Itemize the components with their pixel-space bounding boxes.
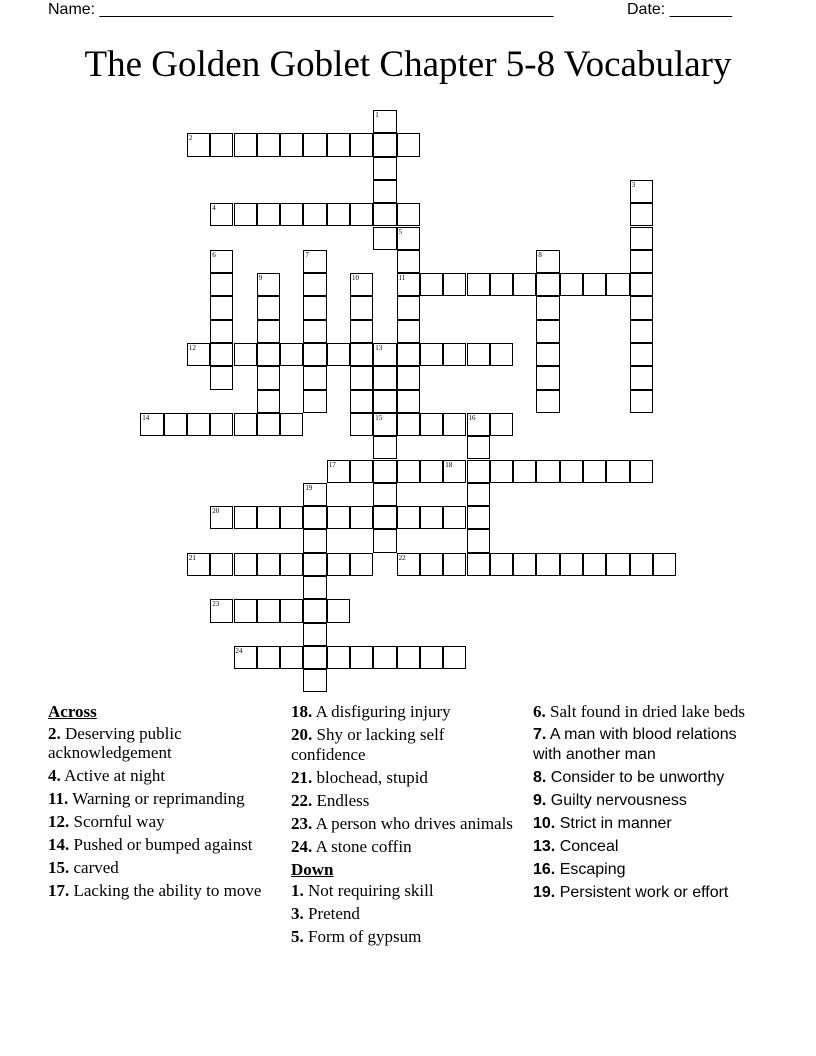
grid-cell[interactable] [257,553,280,576]
clue-item-text: Escaping [559,860,626,878]
grid-cell[interactable] [513,460,536,483]
clue-item [291,768,521,788]
grid-cell[interactable] [187,553,210,576]
grid-cell[interactable] [373,110,396,133]
grid-cell[interactable] [234,133,257,156]
grid-cell[interactable] [257,320,280,343]
grid-cell[interactable] [373,390,396,413]
grid-cell[interactable] [373,413,396,436]
clue-number: 8 [538,250,542,259]
grid-cell[interactable] [467,460,490,483]
grid-cell[interactable] [234,599,257,622]
clue-column-2 [291,702,521,950]
clue-item [48,789,278,809]
clue-number: 14 [142,413,150,422]
grid-cell[interactable] [373,203,396,226]
clue-item [533,837,763,857]
grid-cell[interactable] [373,366,396,389]
grid-cell[interactable] [397,413,420,436]
grid-cell[interactable] [560,460,583,483]
grid-cell[interactable] [280,599,303,622]
grid-cell[interactable] [350,646,373,669]
clue-item-number: 21. [291,767,313,787]
clue-number: 6 [212,250,216,259]
grid-cell[interactable] [350,343,373,366]
grid-cell[interactable] [467,436,490,459]
clue-item [48,835,278,855]
grid-cell[interactable] [467,483,490,506]
grid-cell[interactable] [420,506,443,529]
clue-item-text: Persistent work or effort [559,883,729,901]
grid-cell[interactable] [257,599,280,622]
clue-number: 11 [398,274,406,283]
clue-item-text: A stone coffin [315,836,412,856]
clue-item [533,725,763,764]
grid-cell[interactable] [350,366,373,389]
grid-cell[interactable] [303,203,326,226]
grid-cell[interactable] [234,553,257,576]
grid-cell[interactable] [187,133,210,156]
clue-item [48,724,278,763]
clue-number: 21 [188,553,196,562]
grid-cell[interactable] [303,623,326,646]
clue-item [533,814,763,834]
grid-cell[interactable] [606,460,629,483]
grid-cell[interactable] [350,390,373,413]
grid-cell[interactable] [397,250,420,273]
grid-cell[interactable] [210,320,233,343]
grid-cell[interactable] [490,460,513,483]
grid-cell[interactable] [187,343,210,366]
grid-cell[interactable] [280,506,303,529]
grid-cell[interactable] [303,250,326,273]
clue-number: 20 [212,507,220,516]
clue-item-number: 4. [48,766,61,785]
grid-cell[interactable] [327,460,350,483]
clue-item-text: Strict in manner [559,814,672,832]
clue-item [291,881,521,901]
clue-item-text: Warning or reprimanding [72,789,245,808]
name-label: Name: [48,1,100,18]
grid-cell[interactable] [420,273,443,296]
grid-cell[interactable] [280,646,303,669]
grid-cell[interactable] [560,273,583,296]
grid-cell[interactable] [234,413,257,436]
grid-cell[interactable] [467,343,490,366]
grid-cell[interactable] [140,413,163,436]
grid-cell[interactable] [303,273,326,296]
grid-cell[interactable] [350,296,373,319]
across-heading: Across [48,702,97,721]
clue-item [291,837,521,857]
clue-item [533,860,763,880]
clue-item-number: 22. [291,790,313,810]
grid-cell[interactable] [210,296,233,319]
grid-cell[interactable] [630,227,653,250]
grid-cell[interactable] [420,460,443,483]
grid-cell[interactable] [467,506,490,529]
grid-cell[interactable] [164,413,187,436]
clue-item-text: Not requiring skill [308,881,434,900]
clue-item-text: Pretend [308,904,360,923]
clue-item-text: Shy or lacking self confidence [291,725,445,764]
clue-item [291,702,521,722]
grid-cell[interactable] [397,366,420,389]
clue-item [48,881,278,901]
grid-cell[interactable] [257,133,280,156]
grid-cell[interactable] [210,273,233,296]
clue-number: 12 [188,344,196,352]
clue-item-number: 6. [533,702,546,721]
grid-cell[interactable] [280,343,303,366]
grid-cell[interactable] [513,553,536,576]
grid-cell[interactable] [303,646,326,669]
grid-cell[interactable] [443,460,466,483]
clue-number: 18 [445,460,453,469]
clue-column-3 [533,702,763,906]
grid-cell[interactable] [536,320,559,343]
grid-cell[interactable] [373,436,396,459]
grid-cell[interactable] [257,413,280,436]
grid-cell[interactable] [397,320,420,343]
grid-cell[interactable] [303,599,326,622]
grid-cell[interactable] [420,646,443,669]
grid-cell[interactable] [630,366,653,389]
clue-item-number: 17. [48,881,70,900]
grid-cell[interactable] [630,296,653,319]
grid-cell[interactable] [327,553,350,576]
clue-item [533,768,763,788]
grid-cell[interactable] [210,413,233,436]
clue-item-number: 1. [291,881,304,900]
clue-item-number: 13. [533,837,556,855]
grid-cell[interactable] [327,506,350,529]
grid-cell[interactable] [536,390,559,413]
grid-cell[interactable] [210,553,233,576]
clue-item-text: Conceal [559,837,619,855]
grid-cell[interactable] [630,180,653,203]
grid-cell[interactable] [630,553,653,576]
grid-cell[interactable] [303,669,326,692]
clue-item-text: blochead, stupid [316,767,428,787]
grid-cell[interactable] [257,273,280,296]
grid-cell[interactable] [490,343,513,366]
grid-cell[interactable] [187,413,210,436]
clue-number: 4 [212,204,216,213]
grid-cell[interactable] [606,553,629,576]
clue-item [291,725,521,764]
grid-cell[interactable] [536,366,559,389]
grid-cell[interactable] [210,250,233,273]
clue-item-text: Consider to be unworthy [550,768,725,786]
grid-cell[interactable] [630,320,653,343]
grid-cell[interactable] [327,343,350,366]
grid-cell[interactable] [373,646,396,669]
clue-item-text: Pushed or bumped against [73,835,253,854]
clue-item-number: 14. [48,835,70,854]
clue-number: 24 [235,646,243,655]
grid-cell[interactable] [560,553,583,576]
grid-cell[interactable] [303,366,326,389]
clue-item [533,791,763,811]
grid-cell[interactable] [397,646,420,669]
grid-cell[interactable] [630,273,653,296]
grid-cell[interactable] [257,506,280,529]
grid-cell[interactable] [303,576,326,599]
clue-item-text: Active at night [64,766,166,785]
grid-cell[interactable] [303,343,326,366]
grid-cell[interactable] [280,203,303,226]
grid-cell[interactable] [443,413,466,436]
clue-item-number: 5. [291,927,304,946]
clue-item [291,814,521,834]
grid-cell[interactable] [350,133,373,156]
grid-cell[interactable] [467,553,490,576]
grid-cell[interactable] [350,553,373,576]
clue-item-number: 18. [291,702,313,721]
grid-cell[interactable] [327,646,350,669]
grid-cell[interactable] [630,203,653,226]
grid-cell[interactable] [653,553,676,576]
grid-cell[interactable] [303,483,326,506]
clue-item-number: 3. [291,904,304,923]
clue-item-number: 20. [291,725,313,744]
grid-cell[interactable] [327,203,350,226]
grid-cell[interactable] [373,460,396,483]
grid-cell[interactable] [420,553,443,576]
clue-item-text: Endless [316,790,370,810]
grid-cell[interactable] [257,203,280,226]
grid-cell[interactable] [257,390,280,413]
clue-item-number: 10. [533,814,556,832]
grid-cell[interactable] [536,553,559,576]
clue-item-number: 24. [291,836,313,856]
grid-cell[interactable] [467,413,490,436]
grid-cell[interactable] [257,343,280,366]
grid-cell[interactable] [373,180,396,203]
clue-number: 7 [305,250,309,259]
grid-cell[interactable] [303,390,326,413]
grid-cell[interactable] [443,646,466,669]
grid-cell[interactable] [257,296,280,319]
grid-cell[interactable] [257,646,280,669]
clue-item-text: Lacking the ability to move [73,881,262,900]
clue-item [291,904,521,924]
grid-cell[interactable] [536,296,559,319]
clue-number: 9 [258,274,263,283]
grid-cell[interactable] [443,273,466,296]
clue-item [533,702,763,722]
grid-cell[interactable] [583,273,606,296]
clue-item-number: 23. [291,813,313,833]
grid-cell[interactable] [490,553,513,576]
clue-number: 2 [188,134,193,143]
grid-cell[interactable] [350,320,373,343]
clue-item-text: carved [73,858,119,877]
grid-cell[interactable] [350,506,373,529]
grid-cell[interactable] [420,343,443,366]
grid-cell[interactable] [234,646,257,669]
clue-number: 3 [631,180,636,189]
grid-cell[interactable] [210,133,233,156]
date-line: _______ [669,1,732,18]
name-line: ___________________________________________________ [99,1,554,18]
grid-cell[interactable] [397,506,420,529]
grid-cell[interactable] [373,133,396,156]
grid-cell[interactable] [234,203,257,226]
grid-cell[interactable] [630,250,653,273]
down-heading: Down [291,859,334,879]
clue-item [533,883,763,903]
grid-cell[interactable] [373,157,396,180]
grid-cell[interactable] [373,483,396,506]
grid-cell[interactable] [397,273,420,296]
clue-item-number: 2. [48,723,61,743]
grid-cell[interactable] [373,343,396,366]
clue-item [291,927,521,947]
grid-cell[interactable] [490,273,513,296]
clue-column-1 [48,702,278,904]
clue-item-number: 12. [48,812,70,831]
grid-cell[interactable] [443,506,466,529]
grid-cell[interactable] [420,413,443,436]
grid-cell[interactable] [583,460,606,483]
clue-number: 1 [375,111,379,119]
clue-item-number: 7. [533,726,547,743]
grid-cell[interactable] [210,366,233,389]
clue-number: 15 [375,413,383,422]
grid-cell[interactable] [280,553,303,576]
grid-cell[interactable] [327,133,350,156]
grid-cell[interactable] [303,133,326,156]
grid-cell[interactable] [536,273,559,296]
grid-cell[interactable] [397,390,420,413]
clue-item-text: A man with blood relations with another man [533,726,737,763]
clue-item-text: A disfiguring injury [315,702,451,721]
clue-item-number: 9. [533,791,547,809]
grid-cell[interactable] [630,390,653,413]
clue-item-text: Deserving public acknowledgement [48,723,182,762]
grid-cell[interactable] [303,320,326,343]
grid-cell[interactable] [350,413,373,436]
clue-item-number: 15. [48,858,70,877]
clue-number: 16 [468,413,476,422]
clue-item-text: Scornful way [73,812,165,831]
grid-cell[interactable] [303,506,326,529]
clue-item-number: 8. [533,768,547,786]
grid-cell[interactable] [350,203,373,226]
grid-cell[interactable] [373,529,396,552]
grid-cell[interactable] [443,553,466,576]
grid-cell[interactable] [536,250,559,273]
grid-cell[interactable] [210,506,233,529]
grid-cell[interactable] [536,343,559,366]
grid-cell[interactable] [350,273,373,296]
clue-item-text: Guilty nervousness [550,791,687,809]
grid-cell[interactable] [397,460,420,483]
grid-cell[interactable] [303,529,326,552]
grid-cell[interactable] [490,413,513,436]
clue-number: 10 [352,274,359,283]
grid-cell[interactable] [234,343,257,366]
clue-item-text: A person who drives animals [315,813,513,833]
clue-number: 22 [398,553,406,562]
grid-cell[interactable] [630,343,653,366]
clue-item-number: 16. [533,860,556,878]
grid-cell[interactable] [210,343,233,366]
grid-cell[interactable] [234,506,257,529]
grid-cell[interactable] [350,460,373,483]
grid-cell[interactable] [630,460,653,483]
grid-cell[interactable] [397,553,420,576]
grid-cell[interactable] [303,296,326,319]
clue-item [48,766,278,786]
grid-cell[interactable] [583,553,606,576]
grid-cell[interactable] [536,460,559,483]
grid-cell[interactable] [373,227,396,250]
grid-cell[interactable] [467,529,490,552]
grid-cell[interactable] [606,273,629,296]
grid-cell[interactable] [397,203,420,226]
grid-cell[interactable] [280,413,303,436]
grid-cell[interactable] [280,133,303,156]
clue-number: 17 [328,460,336,469]
grid-cell[interactable] [397,133,420,156]
page-title: The Golden Goblet Chapter 5-8 Vocabulary [84,44,732,85]
grid-cell[interactable] [397,227,420,250]
grid-cell[interactable] [327,599,350,622]
grid-cell[interactable] [210,599,233,622]
grid-cell[interactable] [210,203,233,226]
grid-cell[interactable] [373,506,396,529]
clue-number: 19 [305,483,313,492]
grid-cell[interactable] [303,553,326,576]
clue-item [48,858,278,878]
clue-number: 23 [212,600,220,609]
clue-number: 13 [375,344,383,352]
grid-cell[interactable] [257,366,280,389]
clue-number: 5 [398,227,403,236]
grid-cell[interactable] [443,343,466,366]
clue-item-number: 19. [533,883,556,901]
grid-cell[interactable] [513,273,536,296]
grid-cell[interactable] [397,343,420,366]
grid-cell[interactable] [397,296,420,319]
clue-item [291,791,521,811]
clue-item-text: Salt found in dried lake beds [550,702,745,721]
clue-item-number: 11. [48,789,69,808]
clue-item [48,812,278,832]
clue-item-text: Form of gypsum [308,927,422,946]
grid-cell[interactable] [467,273,490,296]
date-label: Date: [627,1,670,18]
